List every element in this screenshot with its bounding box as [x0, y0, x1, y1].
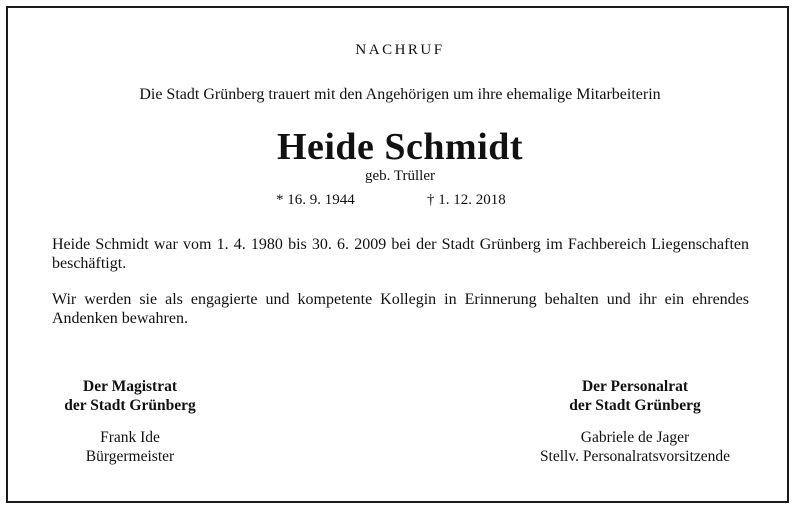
signature-left-org [40, 377, 220, 415]
signature-left-role: Bürgermeister [85, 448, 175, 465]
remembrance-paragraph: Wir werden sie als engagierte und kompetente Kollegin in Erinnerung behalten und ihr ein ehrendes Andenken bewahren. [52, 291, 749, 327]
birth-date: * 16. 9. 1944 [276, 192, 355, 208]
signature-right-org-line1: Der Personalrat [581, 378, 689, 395]
death-date: † 1. 12. 2018 [427, 192, 506, 208]
signature-right-org [500, 377, 770, 415]
signature-left-org-line2: der Stadt Grünberg [64, 397, 196, 414]
signature-right-role: Stellv. Personalratsvorsitzende [539, 448, 731, 465]
signature-right-name: Gabriele de Jager [580, 429, 690, 446]
signature-right-org-line2: der Stadt Grünberg [569, 397, 701, 414]
notice-heading: NACHRUF [355, 42, 445, 58]
intro-text: Die Stadt Grünberg trauert mit den Angehörigen um ihre ehemalige Mitarbeiterin [139, 86, 661, 103]
maiden-name: geb. Trüller [364, 168, 435, 184]
signature-left-name: Frank Ide [100, 429, 160, 446]
deceased-name: Heide Schmidt [276, 126, 524, 168]
signature-left-org-line1: Der Magistrat [83, 378, 177, 395]
signature-left-person [40, 428, 220, 466]
employment-paragraph: Heide Schmidt war vom 1. 4. 1980 bis 30. 6. 2009 bei der Stadt Grünberg im Fachbereich Liegenschaften beschäftigt. [52, 236, 749, 272]
signature-right-person [500, 428, 770, 466]
